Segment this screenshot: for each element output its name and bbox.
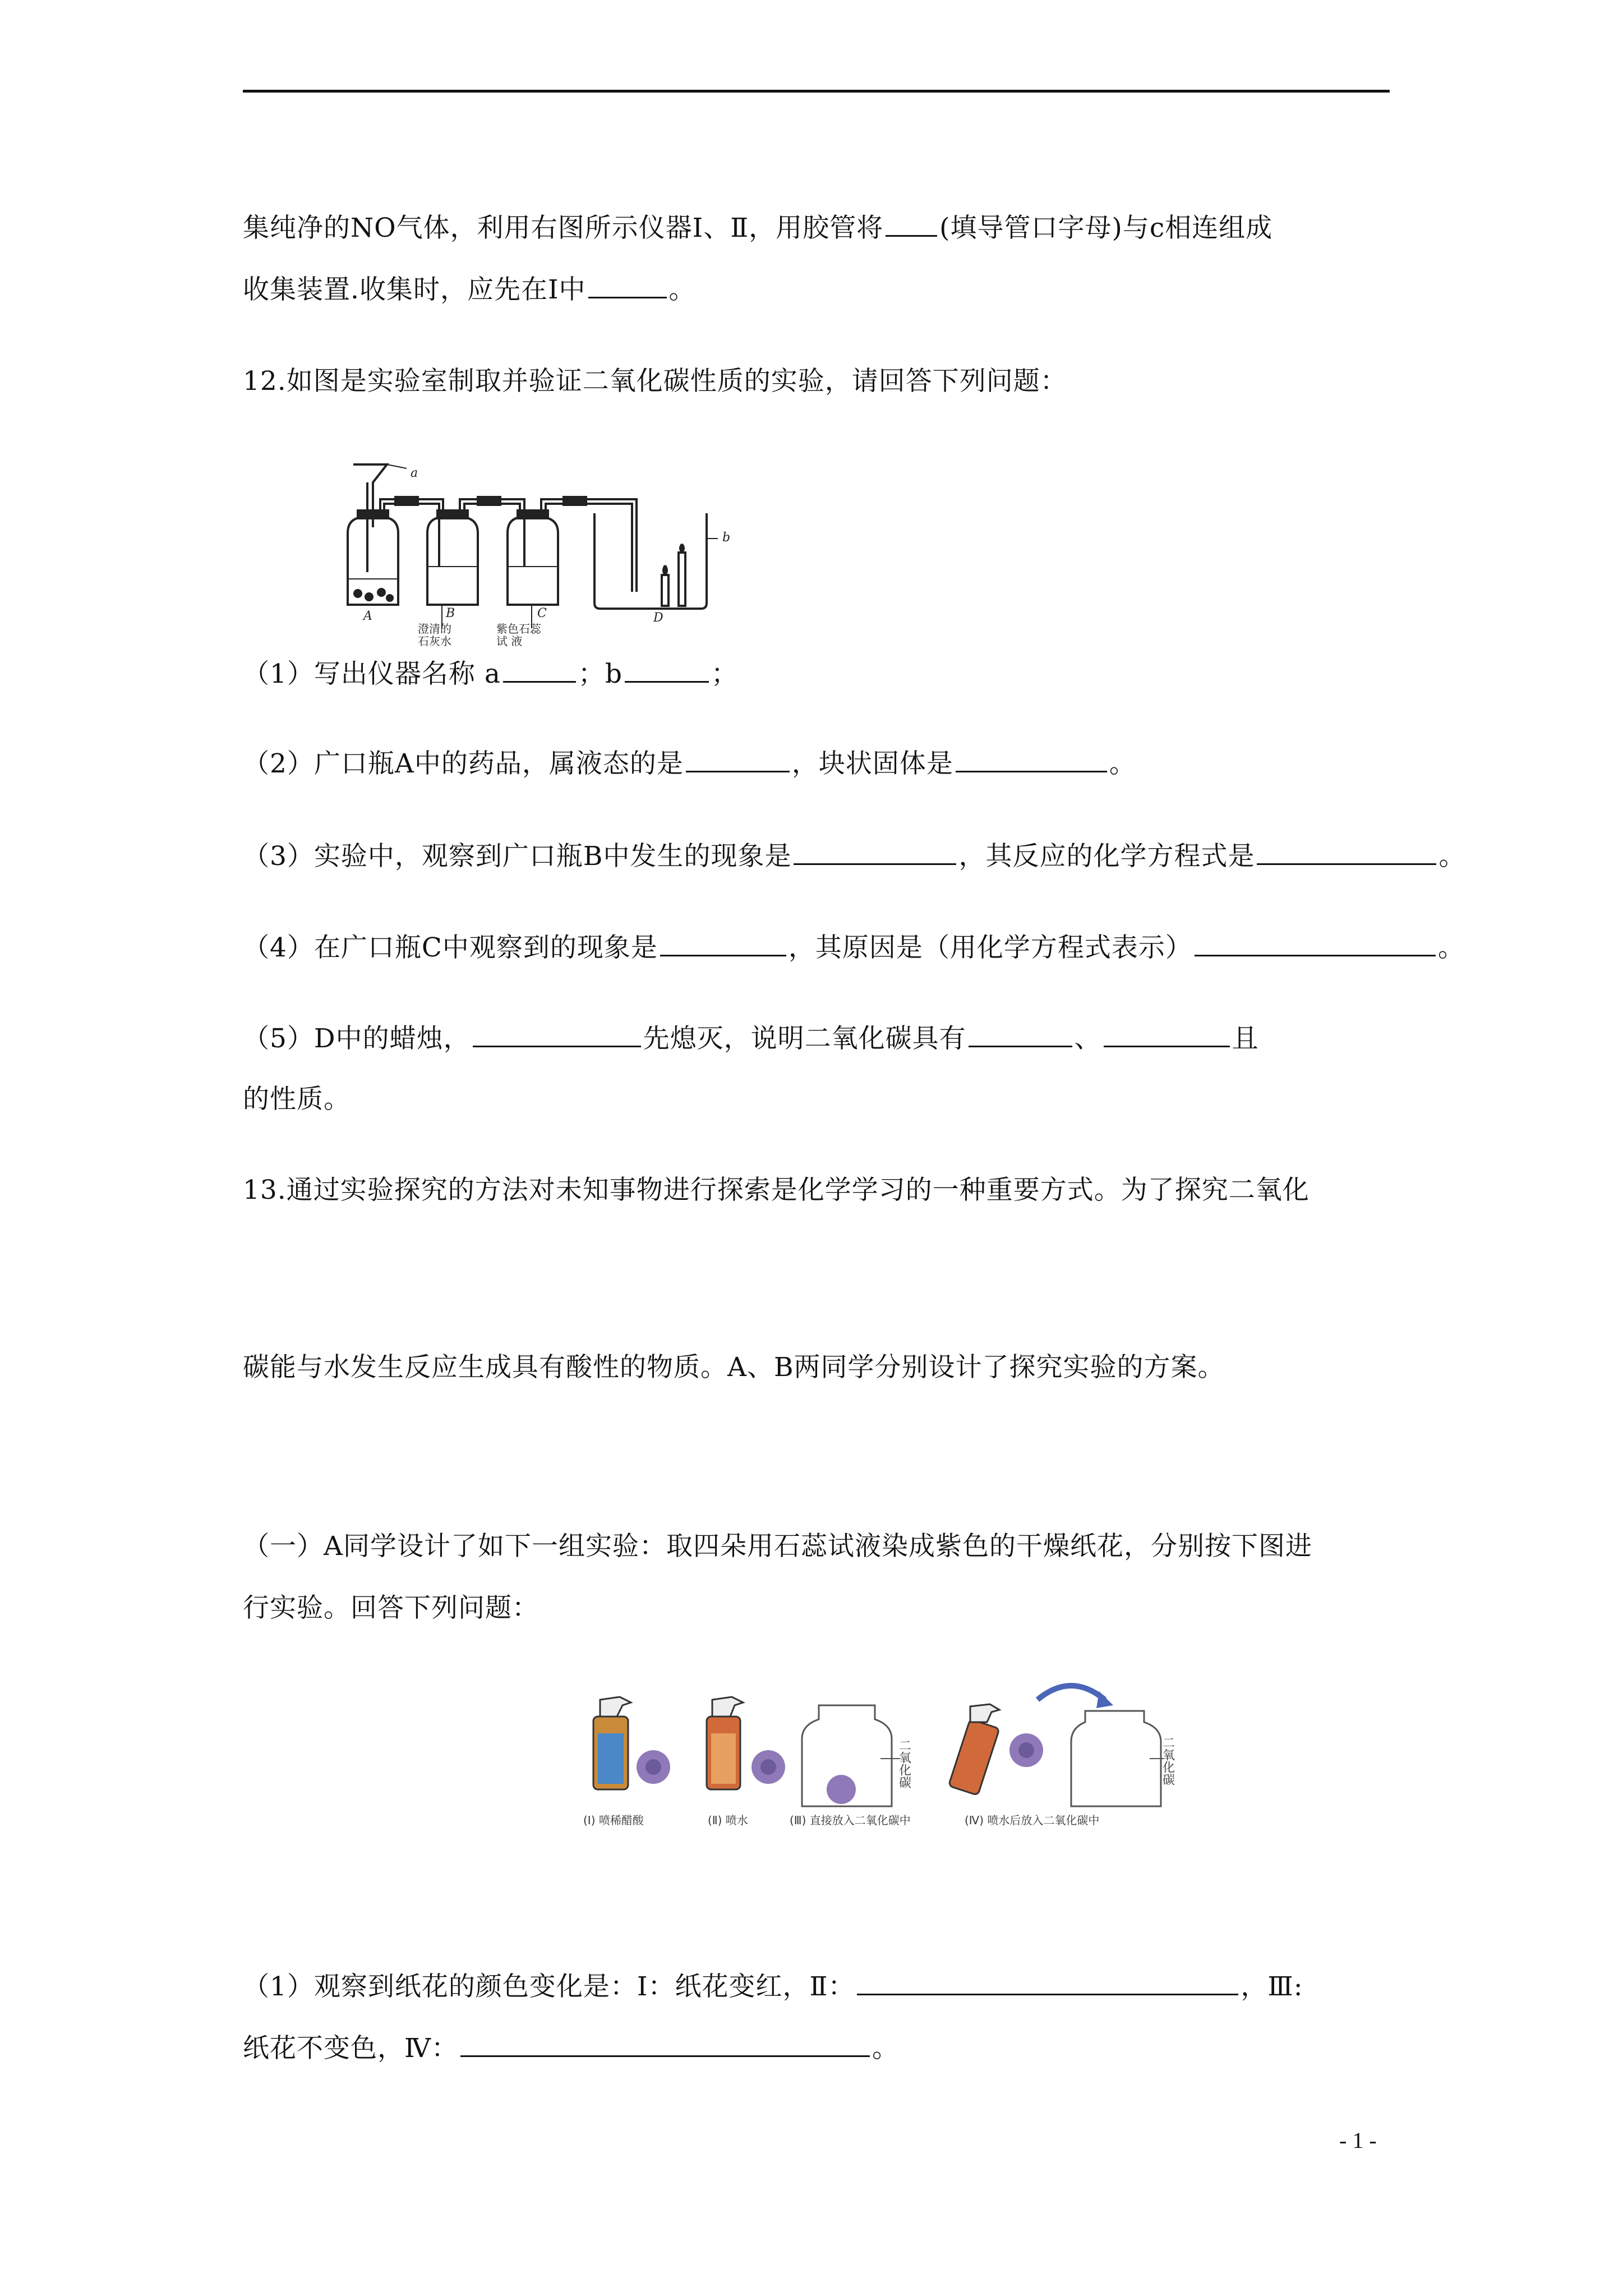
bottle-c-icon — [508, 517, 558, 605]
label-A: A — [363, 609, 372, 623]
answer-blank[interactable] — [956, 746, 1107, 772]
flame-icon — [680, 544, 684, 552]
part-a-intro-cont: 行实验。回答下列问题： — [243, 1593, 539, 1623]
answer-blank[interactable] — [886, 210, 937, 237]
flame-icon — [663, 565, 667, 574]
answer-blank[interactable] — [503, 656, 576, 683]
co2-apparatus-figure — [331, 454, 740, 648]
answer-blank[interactable] — [1195, 930, 1436, 956]
label-b: b — [722, 531, 731, 545]
text-line-1: 集纯净的NO气体，利用右图所示仪器Ⅰ、Ⅱ，用胶管将 (填导管口字母)与c相连组成 — [243, 210, 1272, 245]
answer-blank[interactable] — [1104, 1021, 1230, 1047]
sub-question-4: （4）在广口瓶C中观察到的现象是 ，其原因是（用化学方程式表示） 。 — [243, 930, 1465, 965]
caption-c: 紫色石蕊 — [496, 622, 541, 636]
flower-icon — [751, 1750, 785, 1784]
bottle-b-icon — [427, 517, 478, 605]
answer-blank[interactable] — [794, 839, 956, 865]
question-13-cont: 碳能与水发生反应生成具有酸性的物质。A、B两同学分别设计了探究实验的方案。 — [243, 1352, 1225, 1383]
answer-blank[interactable] — [1257, 839, 1436, 865]
flower-icon — [637, 1750, 670, 1784]
question-12: 12.如图是实验室制取并验证二氧化碳性质的实验，请回答下列问题： — [243, 366, 1067, 397]
caption-iv: (Ⅳ) 喷水后放入二氧化碳中 — [965, 1814, 1100, 1827]
sub-question-1: （1）写出仪器名称 a ；b ； — [243, 656, 738, 691]
sub-question-5: （5）D中的蜡烛， 先熄灭，说明二氧化碳具有 、 且 — [243, 1021, 1259, 1056]
observation-1: （1）观察到纸花的颜色变化是：Ⅰ：纸花变红，Ⅱ： ，Ⅲ: — [243, 1969, 1303, 2004]
label-a: a — [411, 466, 418, 480]
paper-flower-figure — [578, 1666, 1183, 1829]
spray-bottle-icon — [707, 1697, 743, 1789]
flower-icon — [1009, 1733, 1043, 1767]
spray-bottle-icon — [593, 1697, 631, 1789]
sub-question-3: （3）实验中，观察到广口瓶B中发生的现象是 ，其反应的化学方程式是 。 — [243, 839, 1465, 873]
jar-label: 二氧化碳 — [897, 1739, 911, 1788]
header-rule — [243, 90, 1390, 93]
jar-icon — [802, 1705, 892, 1806]
caption-i: (Ⅰ) 喷稀醋酸 — [583, 1814, 644, 1827]
question-13: 13.通过实验探究的方法对未知事物进行探索是化学学习的一种重要方式。为了探究二氧化 — [243, 1175, 1310, 1205]
answer-blank[interactable] — [588, 272, 667, 298]
answer-blank[interactable] — [857, 1969, 1238, 1995]
label-D: D — [653, 611, 663, 625]
answer-blank[interactable] — [473, 1021, 641, 1047]
caption-ii: (Ⅱ) 喷水 — [708, 1814, 748, 1827]
answer-blank[interactable] — [625, 656, 709, 683]
answer-blank[interactable] — [969, 1021, 1072, 1047]
sub-question-5-cont: 的性质。 — [243, 1084, 351, 1115]
beaker-d-icon — [594, 513, 707, 609]
caption-iii: (Ⅲ) 直接放入二氧化碳中 — [790, 1814, 911, 1827]
spray-bottle-icon — [948, 1704, 999, 1795]
page-number: - 1 - — [1339, 2128, 1377, 2153]
observation-2: 纸花不变色，Ⅳ： 。 — [243, 2031, 899, 2065]
jar-label: 二氧化碳 — [1160, 1736, 1175, 1786]
answer-blank[interactable] — [660, 930, 786, 956]
text-line-2: 收集装置.收集时，应先在Ⅰ中 。 — [243, 272, 696, 307]
sub-question-2: （2）广口瓶A中的药品，属液态的是 ，块状固体是 。 — [243, 746, 1136, 781]
caption-b: 石灰水 — [418, 634, 451, 648]
caption-b: 澄清的 — [418, 622, 451, 636]
label-C: C — [537, 606, 547, 620]
answer-blank[interactable] — [460, 2031, 870, 2057]
label-B: B — [446, 606, 455, 620]
jar-icon — [1071, 1711, 1161, 1806]
part-a-intro: （一）A同学设计了如下一组实验：取四朵用石蕊试液染成紫色的干燥纸花，分别按下图进 — [243, 1531, 1312, 1562]
answer-blank[interactable] — [686, 746, 790, 772]
arrow-icon — [1038, 1686, 1105, 1700]
caption-c: 试 液 — [496, 634, 523, 648]
